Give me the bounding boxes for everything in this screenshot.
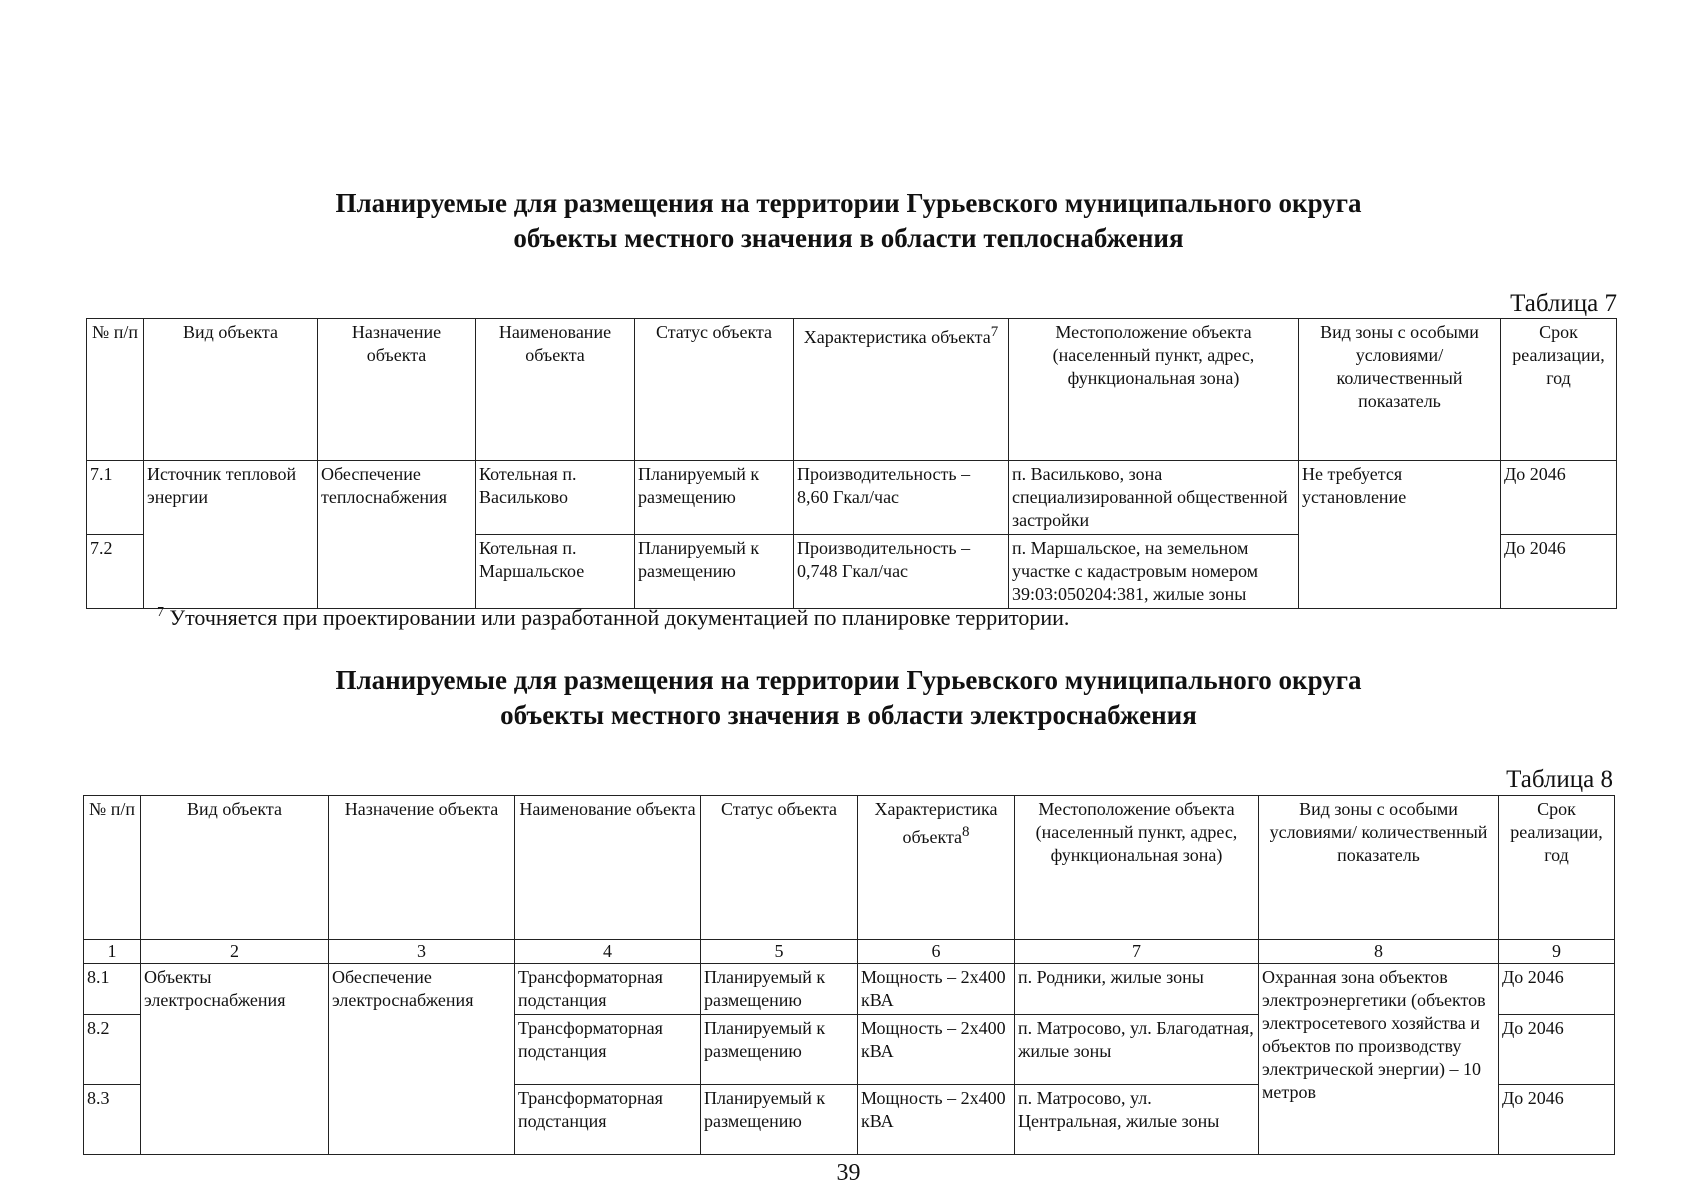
table8-header-row [84, 796, 1615, 940]
column-number: 8 [1259, 940, 1499, 964]
cell-location: п. Матросово, ул. Центральная, жилые зоны [1015, 1085, 1259, 1155]
cell-name: Котельная п. Васильково [476, 461, 635, 535]
footnote-ref: 8 [962, 824, 970, 840]
footnote-text: Уточняется при проектировании или разработанной документацией по планировке территории. [169, 605, 1070, 630]
cell-zone: Охранная зона объектов электроэнергетики (объектов электросетевого хозяйства и объектов по производству электрической энергии) – 10 метров [1259, 964, 1499, 1155]
header-num: № п/п [87, 319, 144, 461]
table8-caption: Таблица 8 [1506, 766, 1613, 793]
table7-heading [0, 186, 1697, 256]
cell-num: 7.1 [87, 461, 144, 535]
column-number: 2 [141, 940, 329, 964]
cell-characteristic: Производительность – 0,748 Гкал/час [794, 535, 1009, 609]
header-zone: Вид зоны с особыми условиями/ количественный показатель [1299, 319, 1501, 461]
header-term: Срок реализации, год [1501, 319, 1617, 461]
table-row [84, 964, 1615, 1015]
header-characteristic-text: Характеристика объекта [803, 327, 991, 347]
footnote-mark: 7 [157, 605, 164, 620]
table8 [83, 795, 1615, 1155]
cell-num: 7.2 [87, 535, 144, 609]
cell-num: 8.3 [84, 1085, 141, 1155]
header-zone: Вид зоны с особыми условиями/ количественный показатель [1259, 796, 1499, 940]
header-status: Статус объекта [635, 319, 794, 461]
cell-location: п. Васильково, зона специализированной общественной застройки [1009, 461, 1299, 535]
header-type: Вид объекта [141, 796, 329, 940]
header-name: Наименование объекта [515, 796, 701, 940]
table8-heading-line-2: объекты местного значения в области электроснабжения [500, 700, 1197, 730]
header-location: Местоположение объекта (населенный пункт, адрес, функциональная зона) [1015, 796, 1259, 940]
cell-num: 8.1 [84, 964, 141, 1015]
cell-purpose: Обеспечение электроснабжения [329, 964, 515, 1155]
table8-heading-line-1: Планируемые для размещения на территории Гурьевского муниципального округа [335, 665, 1362, 695]
cell-name: Трансформаторная подстанция [515, 964, 701, 1015]
cell-zone: Не требуется установление [1299, 461, 1501, 609]
column-number: 9 [1499, 940, 1615, 964]
cell-term: До 2046 [1499, 1085, 1615, 1155]
cell-term: До 2046 [1501, 535, 1617, 609]
column-number: 1 [84, 940, 141, 964]
cell-location: п. Родники, жилые зоны [1015, 964, 1259, 1015]
column-number: 7 [1015, 940, 1259, 964]
table8-heading [0, 663, 1697, 733]
footnote [157, 605, 1069, 631]
header-location: Местоположение объекта (населенный пункт, адрес, функциональная зона) [1009, 319, 1299, 461]
cell-term: До 2046 [1499, 1015, 1615, 1085]
cell-characteristic: Мощность – 2х400 кВА [858, 964, 1015, 1015]
header-characteristic [858, 796, 1015, 940]
cell-type: Объекты электроснабжения [141, 964, 329, 1155]
cell-name: Трансформаторная подстанция [515, 1015, 701, 1085]
cell-name: Котельная п. Маршальское [476, 535, 635, 609]
header-type: Вид объекта [144, 319, 318, 461]
header-characteristic [794, 319, 1009, 461]
column-number-row [84, 940, 1615, 964]
footnote-ref: 7 [990, 324, 999, 340]
table7-header-row [87, 319, 1617, 461]
table-row [87, 461, 1617, 535]
cell-term: До 2046 [1499, 964, 1615, 1015]
column-number: 3 [329, 940, 515, 964]
cell-status: Планируемый к размещению [701, 1015, 858, 1085]
header-characteristic-text: Характеристика объекта [874, 799, 998, 847]
column-number: 4 [515, 940, 701, 964]
cell-characteristic: Мощность – 2х400 кВА [858, 1085, 1015, 1155]
header-purpose: Назначение объекта [329, 796, 515, 940]
header-term: Срок реализации, год [1499, 796, 1615, 940]
cell-location: п. Маршальское, на земельном участке с кадастровым номером 39:03:050204:381, жилые зоны [1009, 535, 1299, 609]
cell-name: Трансформаторная подстанция [515, 1085, 701, 1155]
cell-type: Источник тепловой энергии [144, 461, 318, 609]
cell-characteristic: Мощность – 2х400 кВА [858, 1015, 1015, 1085]
table7-heading-line-1: Планируемые для размещения на территории Гурьевского муниципального округа [335, 188, 1362, 218]
header-name: Наименование объекта [476, 319, 635, 461]
cell-location: п. Матросово, ул. Благодатная, жилые зоны [1015, 1015, 1259, 1085]
page-number: 39 [836, 1160, 861, 1186]
cell-status: Планируемый к размещению [635, 535, 794, 609]
table7-heading-line-2: объекты местного значения в области теплоснабжения [513, 223, 1184, 253]
cell-term: До 2046 [1501, 461, 1617, 535]
header-purpose: Назначение объекта [318, 319, 476, 461]
cell-num: 8.2 [84, 1015, 141, 1085]
header-status: Статус объекта [701, 796, 858, 940]
cell-characteristic: Производительность – 8,60 Гкал/час [794, 461, 1009, 535]
table7-caption: Таблица 7 [1510, 290, 1617, 317]
cell-status: Планируемый к размещению [635, 461, 794, 535]
column-number: 6 [858, 940, 1015, 964]
column-number: 5 [701, 940, 858, 964]
header-num: № п/п [84, 796, 141, 940]
cell-status: Планируемый к размещению [701, 964, 858, 1015]
cell-status: Планируемый к размещению [701, 1085, 858, 1155]
table7 [86, 318, 1617, 609]
cell-purpose: Обеспечение теплоснабжения [318, 461, 476, 609]
